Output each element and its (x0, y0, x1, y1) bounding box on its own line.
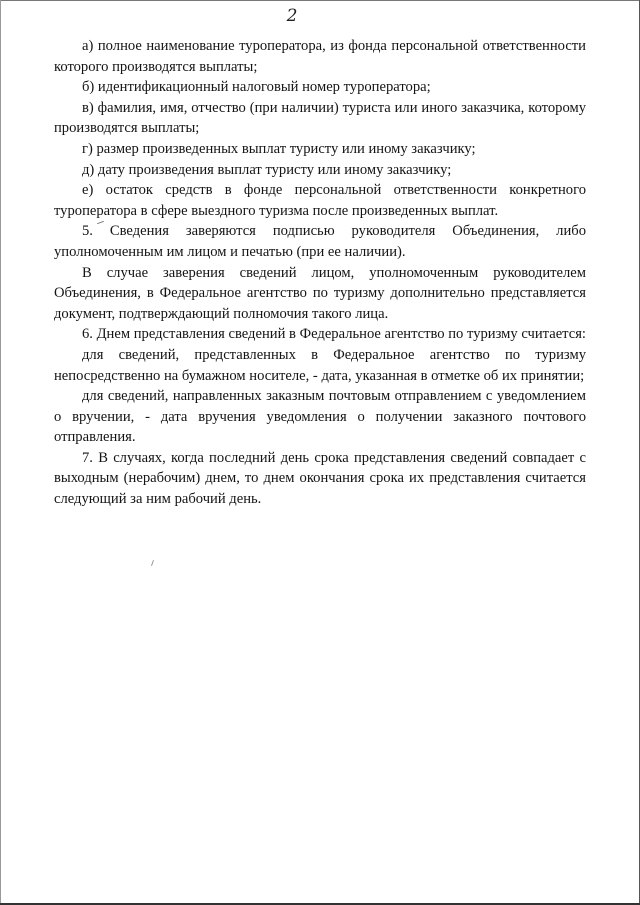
scan-edge-top (0, 0, 640, 1)
scan-speck (151, 560, 154, 566)
scan-edge-left (0, 0, 1, 905)
paragraph-section-6: 6. Днем представления сведений в Федеральное агентство по туризму считается: (82, 326, 586, 343)
paragraph-item-v: в) фамилия, имя, отчество (при наличии) туриста или иного заказчика, которому производятся выплаты; (54, 99, 586, 137)
paragraph-item-g: г) размер произведенных выплат туристу или иному заказчику; (82, 140, 476, 157)
paragraph-item-e: е) остаток средств в фонде персональной ответственности конкретного туроператора в сфере выездного туризма после произведенных выплат. (54, 182, 586, 219)
paragraph-item-a: а) полное наименование туроператора, из фонда персональной ответственности которого производятся выплаты; (54, 38, 586, 75)
paragraph-mail-submission: для сведений, направленных заказным почтовым отправлением с уведомлением о вручении, - дата вручения уведомления о получении заказного почтового отправления. (54, 388, 586, 446)
paragraph-certification-case: В случае заверения сведений лицом, уполномоченным руководителем Объединения, в Федеральное агентство по туризму дополнительно представляется документ, подтверждающий полномочия такого лица. (54, 264, 586, 322)
paragraph-item-d: д) дату произведения выплат туристу или иному заказчику; (82, 161, 452, 178)
document-body (54, 36, 586, 510)
paragraph-paper-submission: для сведений, представленных в Федеральное агентство по туризму непосредственно на бумажном носителе, - дата, указанная в отметке об их принятии; (54, 346, 586, 384)
page-number: 2 (286, 6, 298, 26)
paragraph-section-7: 7. В случаях, когда последний день срока представления сведений совпадает с выходным (нерабочим) днем, то днем окончания срока их представления считается следующий за ним рабочий день. (54, 449, 586, 508)
paragraph-section-5: 5. Сведения заверяются подписью руководителя Объединения, либо уполномоченным им лицом и печатью (при ее наличии). (54, 223, 586, 260)
paragraph-item-b: б) идентификационный налоговый номер туроператора; (82, 79, 431, 96)
